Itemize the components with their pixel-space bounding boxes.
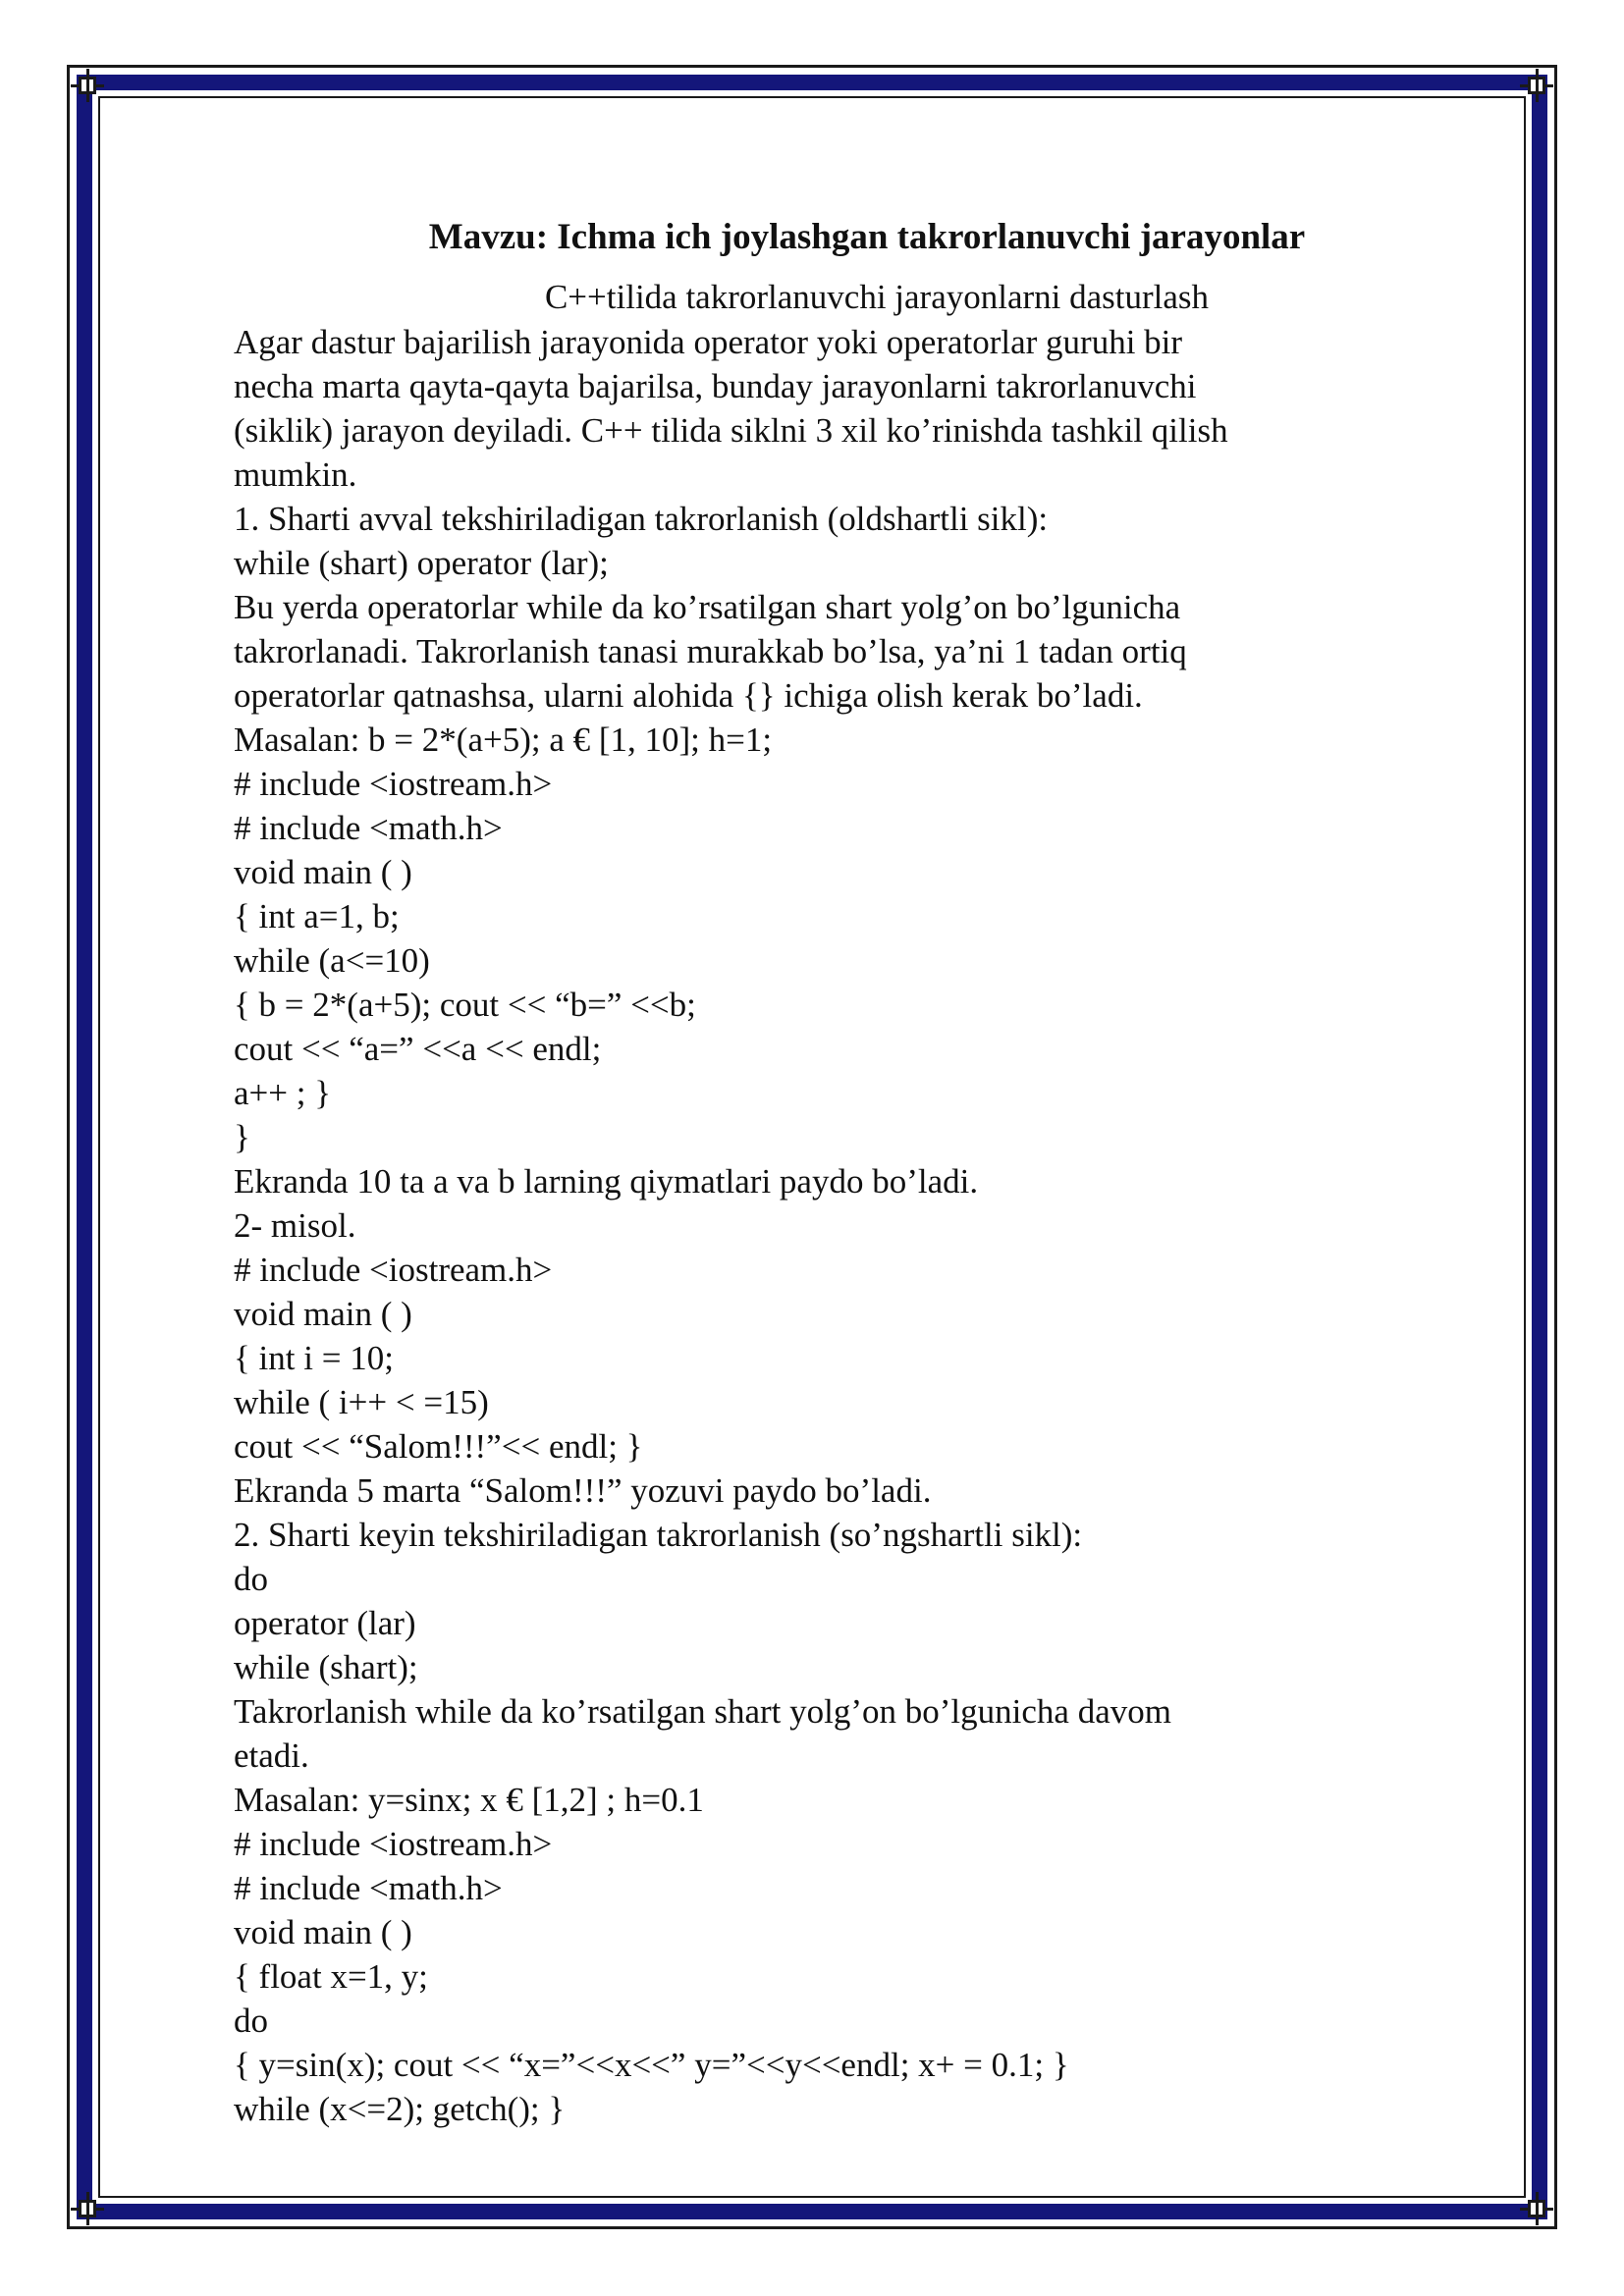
text-line: { b = 2*(a+5); cout << “b=” <<b; bbox=[234, 986, 696, 1024]
text-line: Bu yerda operatorlar while da ko’rsatilgan shart yolg’on bo’lgunicha bbox=[234, 588, 1181, 626]
document-title: Mavzu: Ichma ich joylashgan takrorlanuvchi jarayonlar bbox=[428, 217, 1306, 257]
text-line: # include <iostream.h> bbox=[234, 765, 553, 803]
text-line: void main ( ) bbox=[234, 853, 412, 891]
text-line: { int i = 10; bbox=[234, 1339, 394, 1377]
text-line: void main ( ) bbox=[234, 1913, 412, 1951]
text-line: # include <math.h> bbox=[234, 1869, 503, 1907]
text-line: Takrorlanish while da ko’rsatilgan shart yolg’on bo’lgunicha davom bbox=[234, 1692, 1171, 1731]
text-line: operator (lar) bbox=[234, 1604, 416, 1642]
text-line: mumkin. bbox=[234, 455, 357, 494]
text-line: # include <iostream.h> bbox=[234, 1251, 553, 1289]
text-line: takrorlanadi. Takrorlanish tanasi murakkab bo’lsa, ya’ni 1 tadan ortiq bbox=[234, 632, 1187, 670]
text-line: while (a<=10) bbox=[234, 941, 430, 980]
text-line: necha marta qayta-qayta bajarilsa, bunday jarayonlarni takrorlanuvchi bbox=[234, 367, 1197, 405]
text-line: while ( i++ < =15) bbox=[234, 1383, 489, 1421]
text-line: Ekranda 10 ta a va b larning qiymatlari paydo bo’ladi. bbox=[234, 1162, 979, 1201]
corner-ornament-top-right bbox=[1520, 69, 1553, 102]
text-line: Masalan: y=sinx; x € [1,2] ; h=0.1 bbox=[234, 1781, 704, 1819]
text-line: while (shart) operator (lar); bbox=[234, 544, 609, 582]
corner-ornament-bottom-right bbox=[1520, 2192, 1553, 2225]
text-line: 1. Sharti avval tekshiriladigan takrorlanish (oldshartli sikl): bbox=[234, 500, 1049, 538]
text-line: 2. Sharti keyin tekshiriladigan takrorlanish (so’ngshartli sikl): bbox=[234, 1516, 1083, 1554]
text-line: { y=sin(x); cout << “x=”<<x<<” y=”<<y<<endl; x+ = 0.1; } bbox=[234, 2046, 1069, 2084]
text-line: cout << “Salom!!!”<< endl; } bbox=[234, 1427, 643, 1466]
corner-ornament-bottom-left bbox=[71, 2192, 104, 2225]
text-line: { float x=1, y; bbox=[234, 1957, 428, 1996]
text-line: etadi. bbox=[234, 1736, 309, 1775]
document-body bbox=[234, 214, 1412, 2131]
text-line: void main ( ) bbox=[234, 1295, 412, 1333]
text-line: Masalan: b = 2*(a+5); a € [1, 10]; h=1; bbox=[234, 721, 773, 759]
text-line: { int a=1, b; bbox=[234, 897, 400, 935]
text-line: while (shart); bbox=[234, 1648, 418, 1686]
text-line: do bbox=[234, 2002, 268, 2040]
text-line: a++ ; } bbox=[234, 1074, 332, 1112]
text-line: Ekranda 5 marta “Salom!!!” yozuvi paydo bo’ladi. bbox=[234, 1471, 932, 1510]
text-line: } bbox=[234, 1118, 250, 1156]
text-line: # include <iostream.h> bbox=[234, 1825, 553, 1863]
text-line: # include <math.h> bbox=[234, 809, 503, 847]
text-line: 2- misol. bbox=[234, 1206, 356, 1245]
corner-ornament-top-left bbox=[71, 69, 104, 102]
text-line: do bbox=[234, 1560, 268, 1598]
document-subtitle: C++tilida takrorlanuvchi jarayonlarni dasturlash bbox=[544, 278, 1210, 316]
text-line: Agar dastur bajarilish jarayonida operator yoki operatorlar guruhi bir bbox=[234, 323, 1183, 361]
document-text bbox=[234, 320, 1412, 2131]
text-line: (siklik) jarayon deyiladi. C++ tilida siklni 3 xil ko’rinishda tashkil qilish bbox=[234, 411, 1228, 450]
text-line: operatorlar qatnashsa, ularni alohida {} ichiga olish kerak bo’ladi. bbox=[234, 676, 1143, 715]
text-line: while (x<=2); getch(); } bbox=[234, 2090, 566, 2128]
text-line: cout << “a=” <<a << endl; bbox=[234, 1030, 602, 1068]
